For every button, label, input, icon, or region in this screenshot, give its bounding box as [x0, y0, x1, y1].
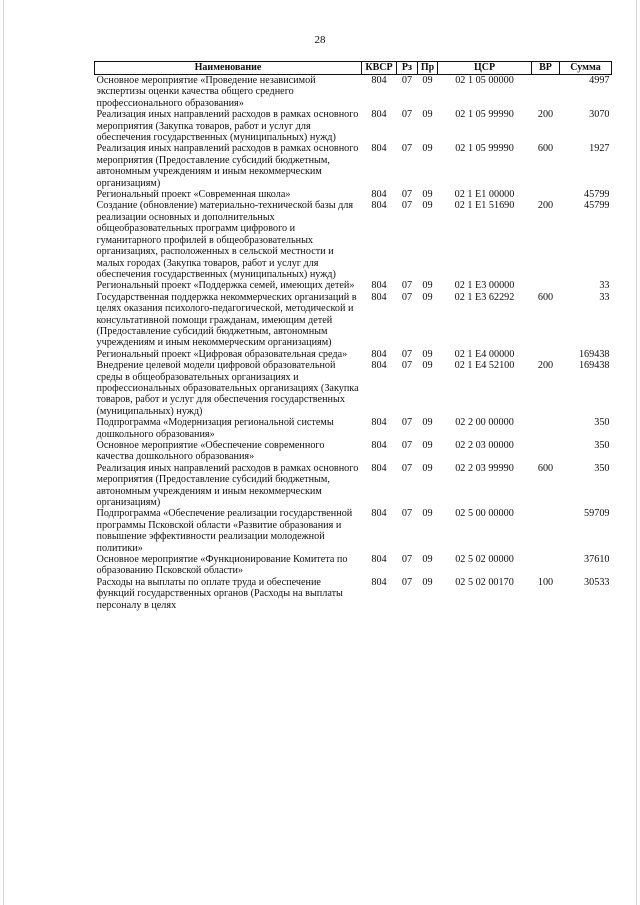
- row-csr: 02 1 E1 00000: [454, 189, 515, 201]
- budget-table: [94, 61, 612, 611]
- table-header-row: [95, 62, 612, 75]
- row-pr: 09: [422, 576, 433, 588]
- row-kvsr: 804: [371, 348, 387, 360]
- row-pr: 09: [422, 554, 433, 566]
- row-rz: 07: [401, 75, 413, 86]
- row-pr: 09: [422, 200, 433, 212]
- table-row: [95, 292, 612, 349]
- row-name: Региональный проект «Цифровая образовательная среда»: [96, 348, 348, 360]
- row-rz: 07: [401, 462, 413, 474]
- row-pr: 09: [422, 440, 433, 451]
- row-rz: 07: [401, 508, 413, 520]
- row-name: Основное мероприятие «Проведение независимой экспертизы оценки качества общего среднего профессионального образования»: [96, 75, 316, 109]
- row-kvsr: 804: [371, 143, 387, 155]
- row-csr: 02 1 E4 52100: [454, 360, 515, 372]
- header-rz: Рз: [397, 62, 418, 75]
- row-sum: 37610: [584, 554, 610, 566]
- row-vr: 200: [537, 360, 554, 372]
- table-row: [95, 349, 612, 360]
- row-pr: 09: [422, 280, 433, 292]
- row-name: Подпрограмма «Модернизация региональной системы дошкольного образования»: [96, 417, 334, 440]
- row-name: Реализация иных направлений расходов в рамках основного мероприятия (Закупка товаров, работ и услуг для обеспечения государственных (муниципальных) нужд): [96, 109, 359, 144]
- row-rz: 07: [401, 360, 413, 372]
- header-vr: ВР: [532, 62, 560, 75]
- row-sum: 350: [594, 440, 610, 451]
- row-sum: 59709: [584, 508, 610, 520]
- row-name: Подпрограмма «Обеспечение реализации государственной программы Псковской области «Развитие образования и повышение эффективности реализации молодежной политики»: [96, 508, 353, 554]
- row-name: Расходы на выплаты по оплате труда и обеспечение функций государственных органов (Расходы на выплаты персоналу в целях: [96, 576, 343, 611]
- row-pr: 09: [422, 291, 433, 303]
- row-vr: [532, 189, 560, 200]
- row-kvsr: 804: [371, 189, 387, 201]
- row-csr: 02 1 E4 00000: [454, 348, 515, 360]
- row-vr: 200: [537, 200, 554, 212]
- row-csr: 02 1 E1 51690: [454, 200, 515, 212]
- row-vr: [532, 508, 560, 554]
- row-csr: 02 1 E3 62292: [454, 291, 515, 303]
- table-row: [95, 109, 612, 143]
- row-pr: 09: [422, 417, 433, 429]
- row-vr: [532, 75, 560, 110]
- header-pr: Пр: [418, 62, 438, 75]
- row-kvsr: 804: [371, 280, 387, 292]
- row-kvsr: 804: [371, 360, 387, 372]
- row-name: Внедрение целевой модели цифровой образовательной среды в общеобразовательных организациях и профессиональных образовательных организациях (Закупка товаров, работ и услуг для обеспечения государственных (муниципальных) нужд): [96, 360, 359, 417]
- table-row: [95, 417, 612, 440]
- row-rz: 07: [401, 554, 413, 566]
- row-csr: 02 2 03 00000: [455, 440, 514, 451]
- row-sum: 350: [594, 417, 610, 429]
- row-vr: [532, 440, 560, 463]
- row-name: Создание (обновление) материально-технической базы для реализации основных и дополнительных общеобразовательных программ цифрового и гуманитарного профилей в общеобразовательных организациях, расположенных в сельской местности и малых городах (Закупка товаров, работ и услуг для обеспечения государственных (муниципальных) нужд): [96, 200, 354, 280]
- row-sum: 350: [594, 462, 610, 474]
- row-sum: 45799: [584, 200, 610, 212]
- row-vr: [532, 554, 560, 577]
- row-vr: [532, 417, 560, 440]
- row-csr: 02 2 00 00000: [455, 417, 514, 429]
- row-pr: 09: [422, 109, 433, 121]
- row-csr: 02 5 02 00170: [455, 576, 514, 588]
- row-kvsr: 804: [371, 576, 387, 588]
- header-kvsr: КВСР: [362, 62, 397, 75]
- row-name: Основное мероприятие «Обеспечение современного качества дошкольного образования»: [96, 440, 325, 463]
- row-csr: 02 1 E3 00000: [454, 280, 515, 292]
- row-sum: 33: [599, 280, 610, 292]
- table-row: [95, 200, 612, 280]
- row-kvsr: 804: [371, 417, 387, 429]
- row-kvsr: 804: [371, 462, 387, 474]
- row-vr: 600: [537, 143, 554, 155]
- row-sum: 3070: [589, 109, 610, 121]
- row-csr: 02 5 00 00000: [455, 508, 514, 520]
- row-sum: 169438: [578, 348, 610, 360]
- row-csr: 02 2 03 99990: [455, 462, 514, 474]
- row-vr: 100: [537, 576, 554, 588]
- table-row: [95, 463, 612, 509]
- row-csr: 02 1 05 99990: [455, 143, 514, 155]
- table-row: [95, 577, 612, 611]
- row-name: Региональный проект «Поддержка семей, имеющих детей»: [96, 280, 355, 292]
- row-name: Региональный проект «Современная школа»: [96, 189, 291, 201]
- row-vr: 600: [537, 291, 554, 303]
- row-kvsr: 804: [371, 75, 387, 86]
- table-row: [95, 440, 612, 463]
- table-row: [95, 508, 612, 554]
- row-pr: 09: [422, 360, 433, 372]
- row-name: Государственная поддержка некоммерческих организаций в целях оказания психолого-педагогической, методической и консультативной помощи гражданам, имеющим детей (Предоставление субсидий бюджетным, автономным учреждениям и иным некоммерческим организациям): [96, 291, 357, 349]
- row-kvsr: 804: [371, 291, 387, 303]
- row-pr: 09: [422, 462, 433, 474]
- row-sum: 33: [599, 291, 610, 303]
- row-sum: 4997: [589, 75, 610, 86]
- table-row: [95, 280, 612, 291]
- page-number: 28: [314, 34, 326, 46]
- table-row: [95, 360, 612, 417]
- row-vr: [532, 349, 560, 360]
- row-pr: 09: [422, 189, 433, 201]
- scan-edge-left: [3, 0, 4, 905]
- row-sum: 45799: [584, 189, 610, 201]
- row-rz: 07: [401, 109, 413, 121]
- row-vr: 600: [537, 462, 554, 474]
- row-rz: 07: [401, 417, 413, 429]
- table-row: [95, 75, 612, 110]
- row-rz: 07: [401, 143, 413, 155]
- row-name: Основное мероприятие «Функционирование Комитета по образованию Псковской области»: [96, 554, 348, 577]
- row-pr: 09: [422, 143, 433, 155]
- table-row: [95, 189, 612, 200]
- row-kvsr: 804: [371, 440, 387, 451]
- row-rz: 07: [401, 348, 413, 360]
- row-rz: 07: [401, 291, 413, 303]
- scan-edge-right: [636, 0, 637, 905]
- row-csr: 02 1 05 00000: [455, 75, 514, 86]
- row-pr: 09: [422, 75, 433, 86]
- row-name: Реализация иных направлений расходов в рамках основного мероприятия (Предоставление субсидий бюджетным, автономным учреждениям и иным некоммерческим организациям): [96, 462, 359, 509]
- row-pr: 09: [422, 508, 433, 520]
- row-kvsr: 804: [371, 109, 387, 121]
- row-sum: 1927: [589, 143, 610, 155]
- row-kvsr: 804: [371, 554, 387, 566]
- row-csr: 02 5 02 00000: [455, 554, 514, 566]
- row-vr: 200: [537, 109, 554, 121]
- row-kvsr: 804: [371, 508, 387, 520]
- header-sum: Сумма: [560, 62, 612, 75]
- row-kvsr: 804: [371, 200, 387, 212]
- row-rz: 07: [401, 280, 413, 292]
- header-name: Наименование: [95, 62, 362, 75]
- table-row: [95, 554, 612, 577]
- header-csr: ЦСР: [438, 62, 532, 75]
- row-csr: 02 1 05 99990: [455, 109, 514, 121]
- row-rz: 07: [401, 189, 413, 201]
- row-rz: 07: [401, 576, 413, 588]
- row-rz: 07: [401, 440, 413, 451]
- row-sum: 30533: [584, 576, 610, 588]
- row-sum: 169438: [578, 360, 610, 372]
- table-row: [95, 143, 612, 189]
- row-pr: 09: [422, 348, 433, 360]
- row-rz: 07: [401, 200, 413, 212]
- row-name: Реализация иных направлений расходов в рамках основного мероприятия (Предоставление субсидий бюджетным, автономным учреждениям и иным некоммерческим организациям): [96, 143, 359, 189]
- row-vr: [532, 280, 560, 291]
